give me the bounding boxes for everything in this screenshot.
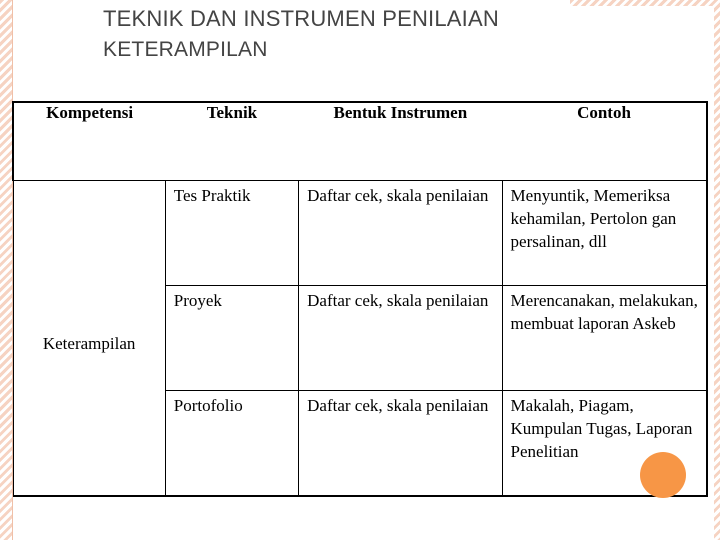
header-teknik: Teknik — [165, 102, 298, 181]
left-decorative-border — [0, 0, 12, 540]
header-bentuk-instrumen: Bentuk Instrumen — [299, 102, 502, 181]
header-contoh: Contoh — [502, 102, 707, 181]
teknik-cell: Portofolio — [165, 391, 298, 497]
header-kompetensi: Kompetensi — [13, 102, 165, 181]
right-decorative-border — [714, 0, 720, 540]
bentuk-cell: Daftar cek, skala penilaian — [299, 391, 502, 497]
slide-subtitle: KETERAMPILAN — [103, 38, 268, 61]
contoh-cell: Makalah, Piagam, Kumpulan Tugas, Laporan Penelitian — [502, 391, 707, 497]
top-decorative-border — [570, 0, 720, 6]
contoh-cell: Menyuntik, Memeriksa kehamilan, Pertolon gan persalinan, dll — [502, 181, 707, 286]
slide-title: TEKNIK DAN INSTRUMEN PENILAIAN — [103, 6, 499, 31]
bentuk-cell: Daftar cek, skala penilaian — [299, 181, 502, 286]
table-header-row — [13, 102, 707, 181]
orange-accent-circle — [640, 452, 686, 498]
contoh-cell: Merencanakan, melakukan, membuat laporan Askeb — [502, 286, 707, 391]
table-row — [13, 181, 707, 286]
assessment-table — [12, 101, 708, 497]
kompetensi-cell: Keterampilan — [13, 181, 165, 497]
bentuk-cell: Daftar cek, skala penilaian — [299, 286, 502, 391]
teknik-cell: Tes Praktik — [165, 181, 298, 286]
teknik-cell: Proyek — [165, 286, 298, 391]
